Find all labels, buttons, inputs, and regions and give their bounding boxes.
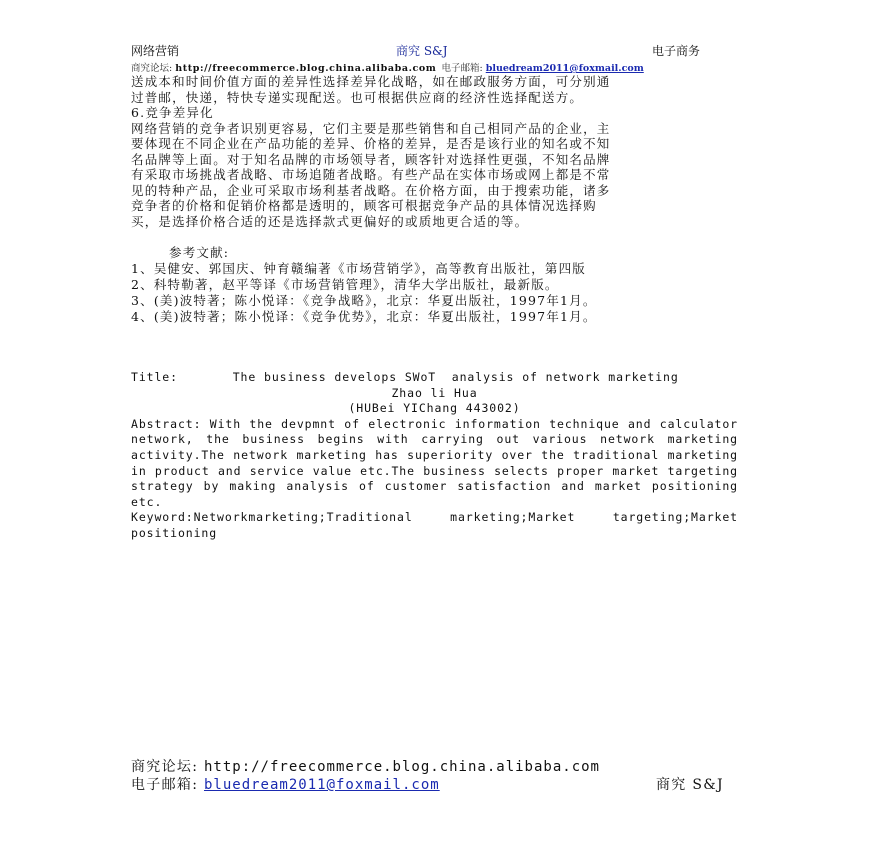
- body-line: 竞争者的价格和促销价格都是透明的，顾客可根据竞争产品的具体情况选择购: [131, 198, 597, 213]
- header-right-text: 电子商务: [652, 44, 701, 58]
- references-title: 参考文献:: [169, 245, 230, 260]
- english-abstract-text: Abstract: With the devpmnt of electronic information technique and calculator network, the business begins with carrying out various network marketing activity.The network marketing has superiority over the traditional marketing in product and service value etc.The business selects proper market targeting strategy by making analysis of customer satisfaction and market positioning etc.: [131, 416, 738, 509]
- section-heading: 6.竞争差异化: [131, 105, 214, 120]
- body-line: 网络营销的竞争者识别更容易，它们主要是那些销售和自己相同产品的企业，主: [131, 120, 611, 136]
- body-line: 要体现在不同企业在产品功能的差异、价格的差异，是否是该行业的知名或不知: [131, 136, 611, 151]
- footer-email-link[interactable]: bluedream2011@foxmail.com: [203, 777, 440, 793]
- reference-item: 3、(美)波特著；陈小悦译：《竞争战略》，北京：华夏出版社，1997年1月。: [131, 293, 597, 308]
- footer-email-label: 电子邮箱:: [131, 777, 199, 793]
- english-keywords: Keyword:Networkmarketing;Traditional marketing;Market targeting;Market positioning: [131, 510, 738, 540]
- body-line: 送成本和时间价值方面的差异性选择差异化战略，如在邮政服务方面，可分别通: [131, 74, 611, 89]
- footer-forum-line: [131, 756, 600, 776]
- body-line: 买，是选择价格合适的还是选择款式更偏好的或质地更合适的等。: [131, 213, 529, 229]
- reference-item: 4、(美)波特著；陈小悦译：《竞争优势》，北京：华夏出版社，1997年1月。: [131, 309, 597, 324]
- references: [131, 245, 597, 325]
- header-contact-line: [131, 60, 644, 74]
- english-abstract: [131, 370, 738, 542]
- body-text: [131, 74, 741, 229]
- header-forum-url[interactable]: http://freecommerce.blog.china.alibaba.com: [175, 63, 437, 74]
- header-left-text: 网络营销: [131, 44, 180, 58]
- reference-item: 1、吴健安、郭国庆、钟育赣编著《市场营销学》，高等教育出版社，第四版: [131, 261, 587, 276]
- english-title: The business develops SWoT analysis of network marketing: [232, 370, 679, 384]
- header-email-link[interactable]: bluedream2011@foxmail.com: [485, 63, 644, 74]
- footer-email-line: [131, 774, 440, 794]
- body-line: 见的特种产品，企业可采取市场利基者战略。在价格方面，由于搜索功能，诸多: [131, 182, 611, 198]
- english-affiliation: (HUBei YIChang 443002): [348, 401, 521, 416]
- english-author: Zhao li Hua: [391, 385, 478, 400]
- english-title-label: Title:: [131, 370, 178, 384]
- header-forum-label: 商究论坛:: [131, 63, 173, 74]
- footer-forum-label: 商究论坛:: [131, 759, 199, 775]
- footer-brand: 商究 S&J: [656, 777, 724, 793]
- reference-item: 2、科特勒著，赵平等译《市场营销管理》，清华大学出版社，最新版。: [131, 277, 559, 292]
- footer-forum-url[interactable]: http://freecommerce.blog.china.alibaba.com: [203, 759, 600, 775]
- english-title-line: [131, 370, 738, 386]
- body-line: 过普邮，快递，特快专递实现配送。也可根据供应商的经济性选择配送方。: [131, 89, 584, 105]
- body-line: 名品牌等上面。对于知名品牌的市场领导者，顾客针对选择性更强，不知名品牌: [131, 151, 611, 167]
- header-email-label: 电子邮箱:: [441, 63, 483, 74]
- body-line: 有采取市场挑战者战略、市场追随者战略。有些产品在实体市场或网上都是不常: [131, 167, 611, 182]
- header-brand: 商究 S&J: [396, 44, 448, 58]
